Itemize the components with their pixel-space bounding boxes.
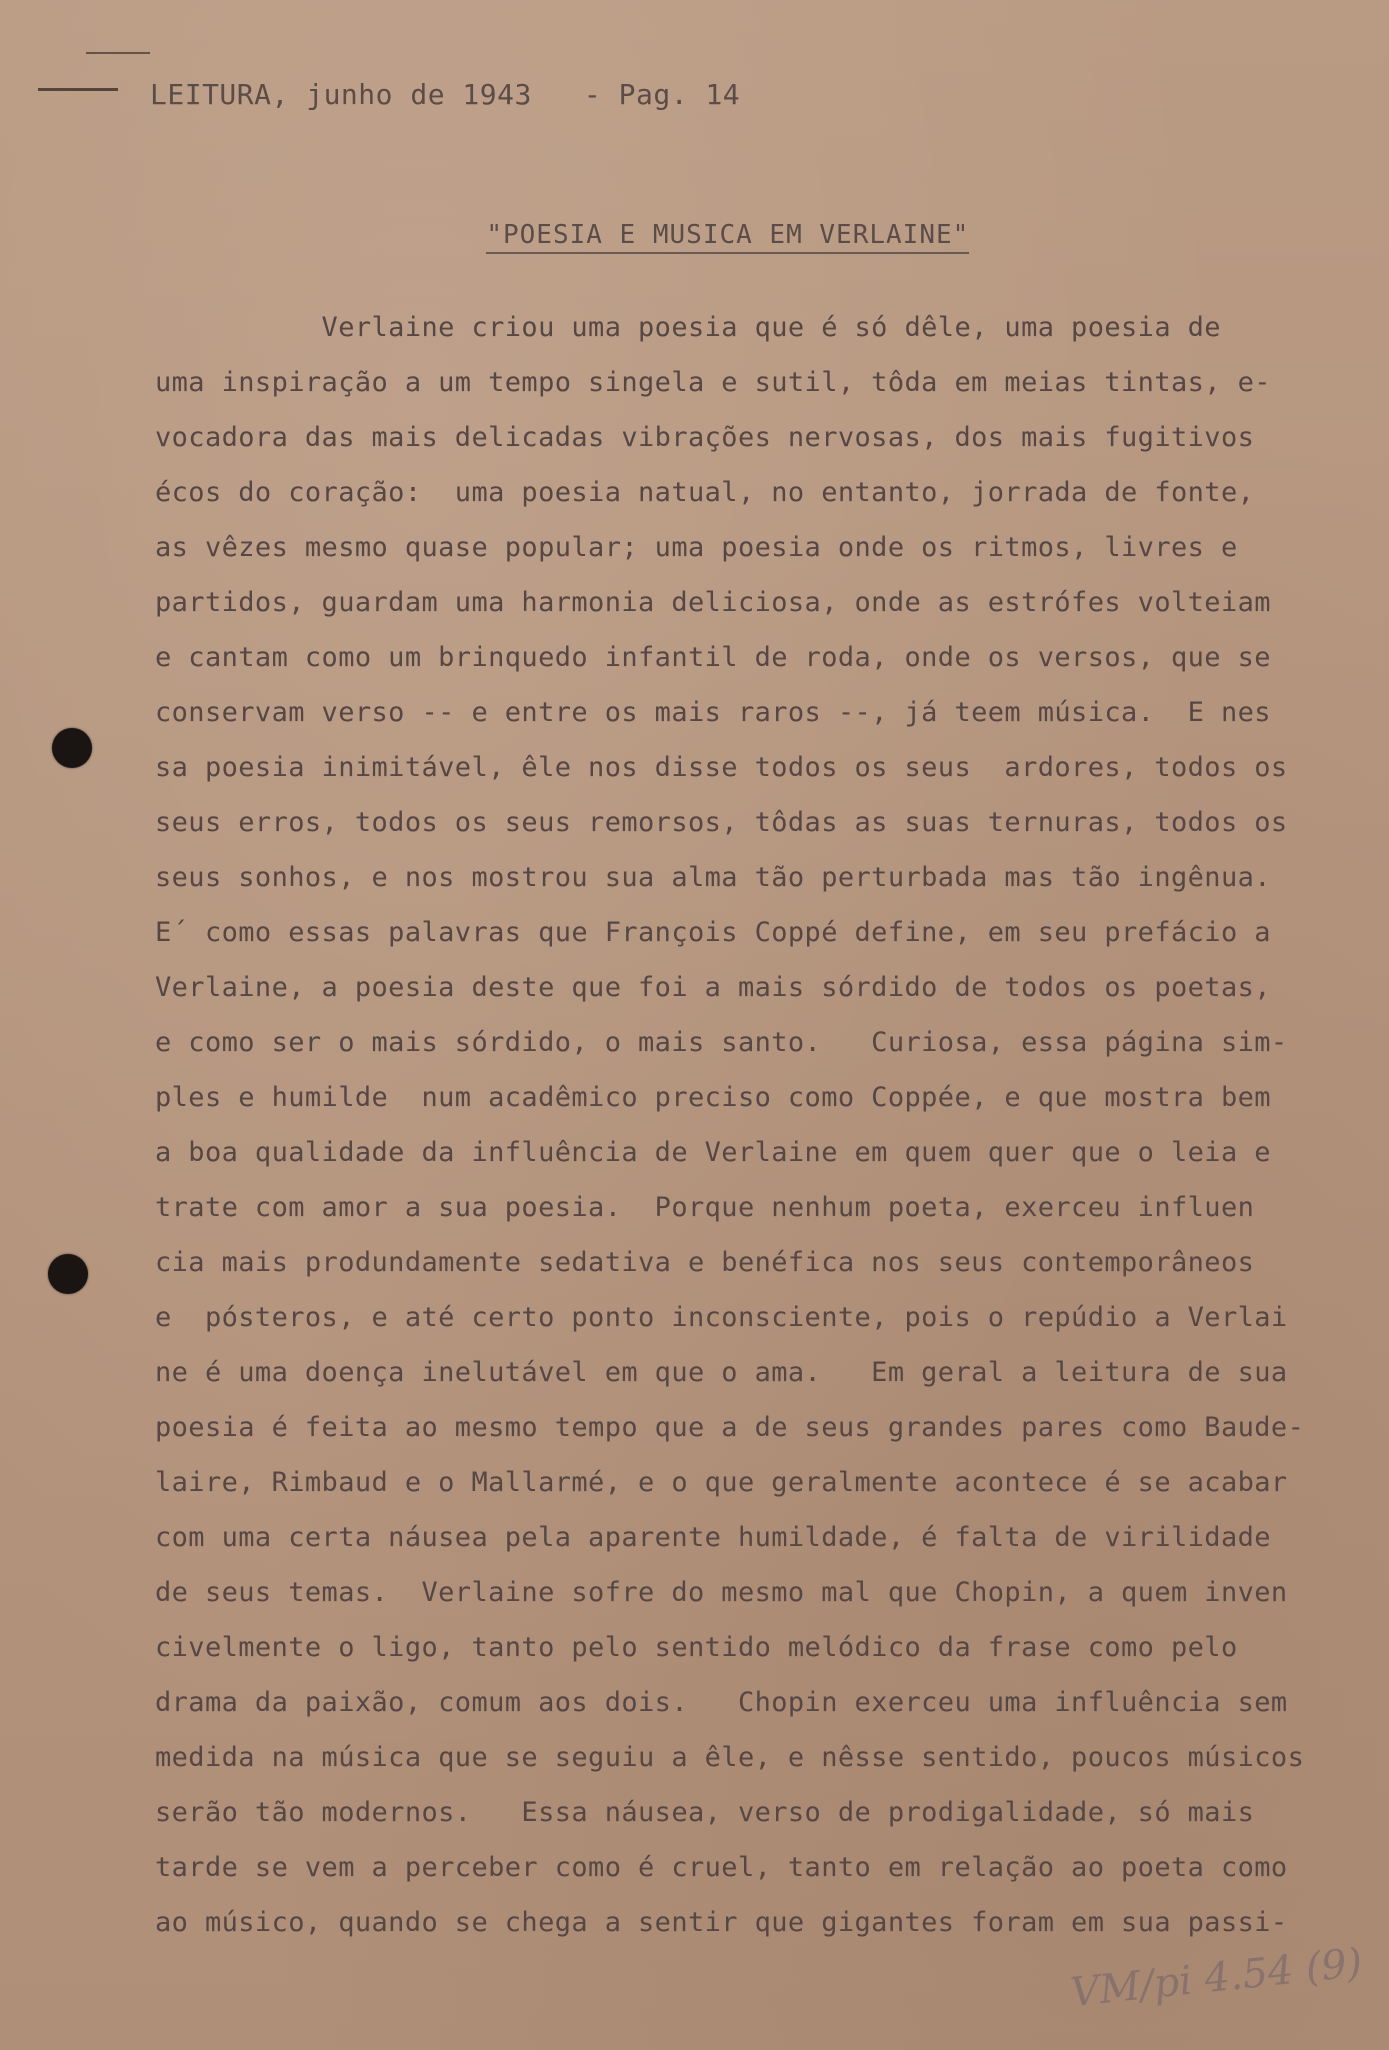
- text-line: drama da paixão, comum aos dois. Chopin exerceu uma influência sem: [155, 1687, 1288, 1718]
- text-line: tarde se vem a perceber como é cruel, tanto em relação ao poeta como: [155, 1852, 1288, 1883]
- text-line: medida na música que se seguiu a êle, e nêsse sentido, poucos músicos: [155, 1742, 1305, 1773]
- text-line: E´ como essas palavras que François Coppé define, em seu prefácio a: [155, 917, 1271, 948]
- text-line: seus sonhos, e nos mostrou sua alma tão perturbada mas tão ingênua.: [155, 862, 1271, 893]
- text-line: poesia é feita ao mesmo tempo que a de seus grandes pares como Baude-: [155, 1412, 1305, 1443]
- text-line: trate com amor a sua poesia. Porque nenhum poeta, exerceu influen: [155, 1192, 1255, 1223]
- text-line: partidos, guardam uma harmonia deliciosa, onde as estrófes volteiam: [155, 587, 1271, 618]
- text-line: Verlaine criou uma poesia que é só dêle, uma poesia de: [155, 312, 1221, 343]
- title-text: "POESIA E MUSICA EM VERLAINE": [486, 220, 969, 254]
- punch-hole: [52, 728, 92, 768]
- text-line: e como ser o mais sórdido, o mais santo. Curiosa, essa página sim-: [155, 1027, 1288, 1058]
- text-line: Verlaine, a poesia deste que foi a mais sórdido de todos os poetas,: [155, 972, 1271, 1003]
- text-line: ao músico, quando se chega a sentir que gigantes foram em sua passi-: [155, 1907, 1288, 1938]
- text-line: ples e humilde num acadêmico preciso como Coppée, e que mostra bem: [155, 1082, 1271, 1113]
- text-line: com uma certa náusea pela aparente humildade, é falta de virilidade: [155, 1522, 1271, 1553]
- text-line: écos do coração: uma poesia natual, no entanto, jorrada de fonte,: [155, 477, 1255, 508]
- punch-hole: [48, 1254, 88, 1294]
- text-line: cia mais produndamente sedativa e benéfica nos seus contemporâneos: [155, 1247, 1255, 1278]
- text-line: civelmente o ligo, tanto pelo sentido melódico da frase como pelo: [155, 1632, 1238, 1663]
- text-line: laire, Rimbaud e o Mallarmé, e o que geralmente acontece é se acabar: [155, 1467, 1288, 1498]
- body-paragraph: [155, 300, 1325, 1950]
- text-line: de seus temas. Verlaine sofre do mesmo mal que Chopin, a quem inven: [155, 1577, 1288, 1608]
- margin-pen-mark: [38, 88, 118, 91]
- text-line: serão tão modernos. Essa náusea, verso de prodigalidade, só mais: [155, 1797, 1255, 1828]
- handwritten-archive-note: VM/pi 4.54 (9): [1068, 1939, 1365, 2017]
- text-line: conservam verso -- e entre os mais raros --, já teem música. E nes: [155, 697, 1271, 728]
- text-line: as vêzes mesmo quase popular; uma poesia onde os ritmos, livres e: [155, 532, 1238, 563]
- document-title: [0, 190, 1389, 280]
- text-line: sa poesia inimitável, êle nos disse todos os seus ardores, todos os: [155, 752, 1288, 783]
- margin-pen-mark: [86, 52, 150, 54]
- text-line: uma inspiração a um tempo singela e sutil, tôda em meias tintas, e-: [155, 367, 1271, 398]
- text-line: a boa qualidade da influência de Verlaine em quem quer que o leia e: [155, 1137, 1271, 1168]
- text-line: e cantam como um brinquedo infantil de roda, onde os versos, que se: [155, 642, 1271, 673]
- text-line: seus erros, todos os seus remorsos, tôdas as suas ternuras, todos os: [155, 807, 1288, 838]
- text-line: e pósteros, e até certo ponto inconsciente, pois o repúdio a Verlai: [155, 1302, 1288, 1333]
- text-line: vocadora das mais delicadas vibrações nervosas, dos mais fugitivos: [155, 422, 1255, 453]
- text-line: ne é uma doença inelutável em que o ama. Em geral a leitura de sua: [155, 1357, 1288, 1388]
- page-header: LEITURA, junho de 1943 - Pag. 14: [150, 78, 741, 111]
